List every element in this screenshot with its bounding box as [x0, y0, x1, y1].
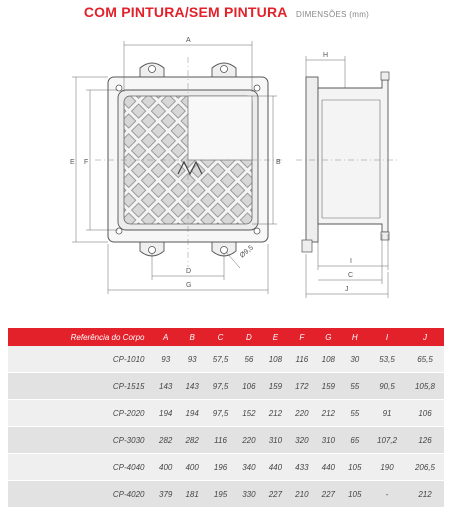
- front-view: [95, 57, 282, 267]
- title-units: DIMENSÕES (mm): [296, 10, 370, 19]
- table-cell: 65: [342, 427, 368, 454]
- table-cell: 65,5: [406, 346, 444, 373]
- table-cell: 282: [179, 427, 205, 454]
- table-cell: 91: [368, 400, 406, 427]
- table-cell: 107,2: [368, 427, 406, 454]
- table-cell: 105: [342, 481, 368, 508]
- table-cell: 143: [152, 373, 178, 400]
- table-cell: 30: [342, 346, 368, 373]
- dim-label-h: H: [323, 52, 329, 59]
- header-reference: Referência do Corpo: [8, 328, 152, 346]
- table-cell: 282: [152, 427, 178, 454]
- table-cell: CP-3030: [8, 427, 152, 454]
- table-cell: -: [368, 481, 406, 508]
- table-cell: 400: [179, 454, 205, 481]
- table-cell: 194: [179, 400, 205, 427]
- table-cell: 116: [289, 346, 315, 373]
- table-cell: 55: [342, 373, 368, 400]
- dim-label-j: J: [345, 286, 349, 293]
- header-j: J: [406, 328, 444, 346]
- header-e: E: [262, 328, 288, 346]
- dim-label-g: G: [186, 282, 192, 289]
- table-cell: 210: [289, 481, 315, 508]
- table-cell: 400: [152, 454, 178, 481]
- table-cell: 53,5: [368, 346, 406, 373]
- table-header-row: [8, 328, 444, 346]
- table-row: [8, 427, 444, 454]
- table-cell: 220: [289, 400, 315, 427]
- table-cell: 152: [236, 400, 262, 427]
- table-cell: 196: [205, 454, 235, 481]
- table-cell: CP-4040: [8, 454, 152, 481]
- table-cell: 126: [406, 427, 444, 454]
- table-cell: 97,5: [205, 373, 235, 400]
- table-cell: 433: [289, 454, 315, 481]
- technical-drawing: [0, 22, 453, 322]
- table-cell: 90,5: [368, 373, 406, 400]
- table-cell: 159: [315, 373, 341, 400]
- page-title: [0, 4, 453, 22]
- dim-label-a: A: [186, 37, 191, 44]
- table-row: [8, 454, 444, 481]
- header-i: I: [368, 328, 406, 346]
- table-cell: 379: [152, 481, 178, 508]
- table-row: [8, 346, 444, 373]
- table-cell: CP-1515: [8, 373, 152, 400]
- table-cell: 440: [262, 454, 288, 481]
- table-cell: 106: [236, 373, 262, 400]
- dim-label-i: I: [350, 258, 352, 265]
- table-cell: 212: [262, 400, 288, 427]
- table-cell: 195: [205, 481, 235, 508]
- header-b: B: [179, 328, 205, 346]
- table-cell: CP-2020: [8, 400, 152, 427]
- dim-label-hole: Ø9,5: [238, 244, 255, 260]
- dim-label-b: B: [276, 159, 281, 166]
- table-cell: 97,5: [205, 400, 235, 427]
- table-cell: 206,5: [406, 454, 444, 481]
- side-flange: [306, 77, 318, 242]
- table-row: [8, 373, 444, 400]
- dim-label-c: C: [348, 272, 354, 279]
- table-cell: 143: [179, 373, 205, 400]
- side-body: [318, 80, 388, 232]
- title-main: COM PINTURA/SEM PINTURA: [83, 4, 288, 20]
- header-f: F: [289, 328, 315, 346]
- table-cell: 172: [289, 373, 315, 400]
- table-cell: 55: [342, 400, 368, 427]
- table-cell: CP-1010: [8, 346, 152, 373]
- table-cell: 227: [262, 481, 288, 508]
- table-cell: 220: [236, 427, 262, 454]
- side-view: [296, 72, 400, 252]
- table-cell: 116: [205, 427, 235, 454]
- table-cell: 108: [262, 346, 288, 373]
- header-a: A: [152, 328, 178, 346]
- table-cell: 159: [262, 373, 288, 400]
- table-cell: 330: [236, 481, 262, 508]
- table-cell: 440: [315, 454, 341, 481]
- table-cell: 310: [262, 427, 288, 454]
- table-cell: 93: [179, 346, 205, 373]
- dim-label-d: D: [186, 268, 192, 275]
- table-cell: 105: [342, 454, 368, 481]
- table-cell: 340: [236, 454, 262, 481]
- table-cell: 194: [152, 400, 178, 427]
- table-cell: CP-4020: [8, 481, 152, 508]
- table-row: [8, 400, 444, 427]
- dim-label-e: E: [70, 159, 75, 166]
- table-cell: 227: [315, 481, 341, 508]
- table-cell: 310: [315, 427, 341, 454]
- table-cell: 106: [406, 400, 444, 427]
- table-cell: 56: [236, 346, 262, 373]
- table-cell: 212: [315, 400, 341, 427]
- header-d: D: [236, 328, 262, 346]
- table-cell: 57,5: [205, 346, 235, 373]
- header-h: H: [342, 328, 368, 346]
- table-cell: 212: [406, 481, 444, 508]
- table-cell: 105,8: [406, 373, 444, 400]
- table-cell: 93: [152, 346, 178, 373]
- table-cell: 181: [179, 481, 205, 508]
- table-cell: 108: [315, 346, 341, 373]
- dim-label-f: F: [84, 159, 89, 166]
- technical-drawing-svg: [0, 22, 453, 322]
- dimensions-table: [8, 328, 444, 508]
- table-cell: 190: [368, 454, 406, 481]
- table-row: [8, 481, 444, 508]
- header-g: G: [315, 328, 341, 346]
- table-cell: 320: [289, 427, 315, 454]
- header-c: C: [205, 328, 235, 346]
